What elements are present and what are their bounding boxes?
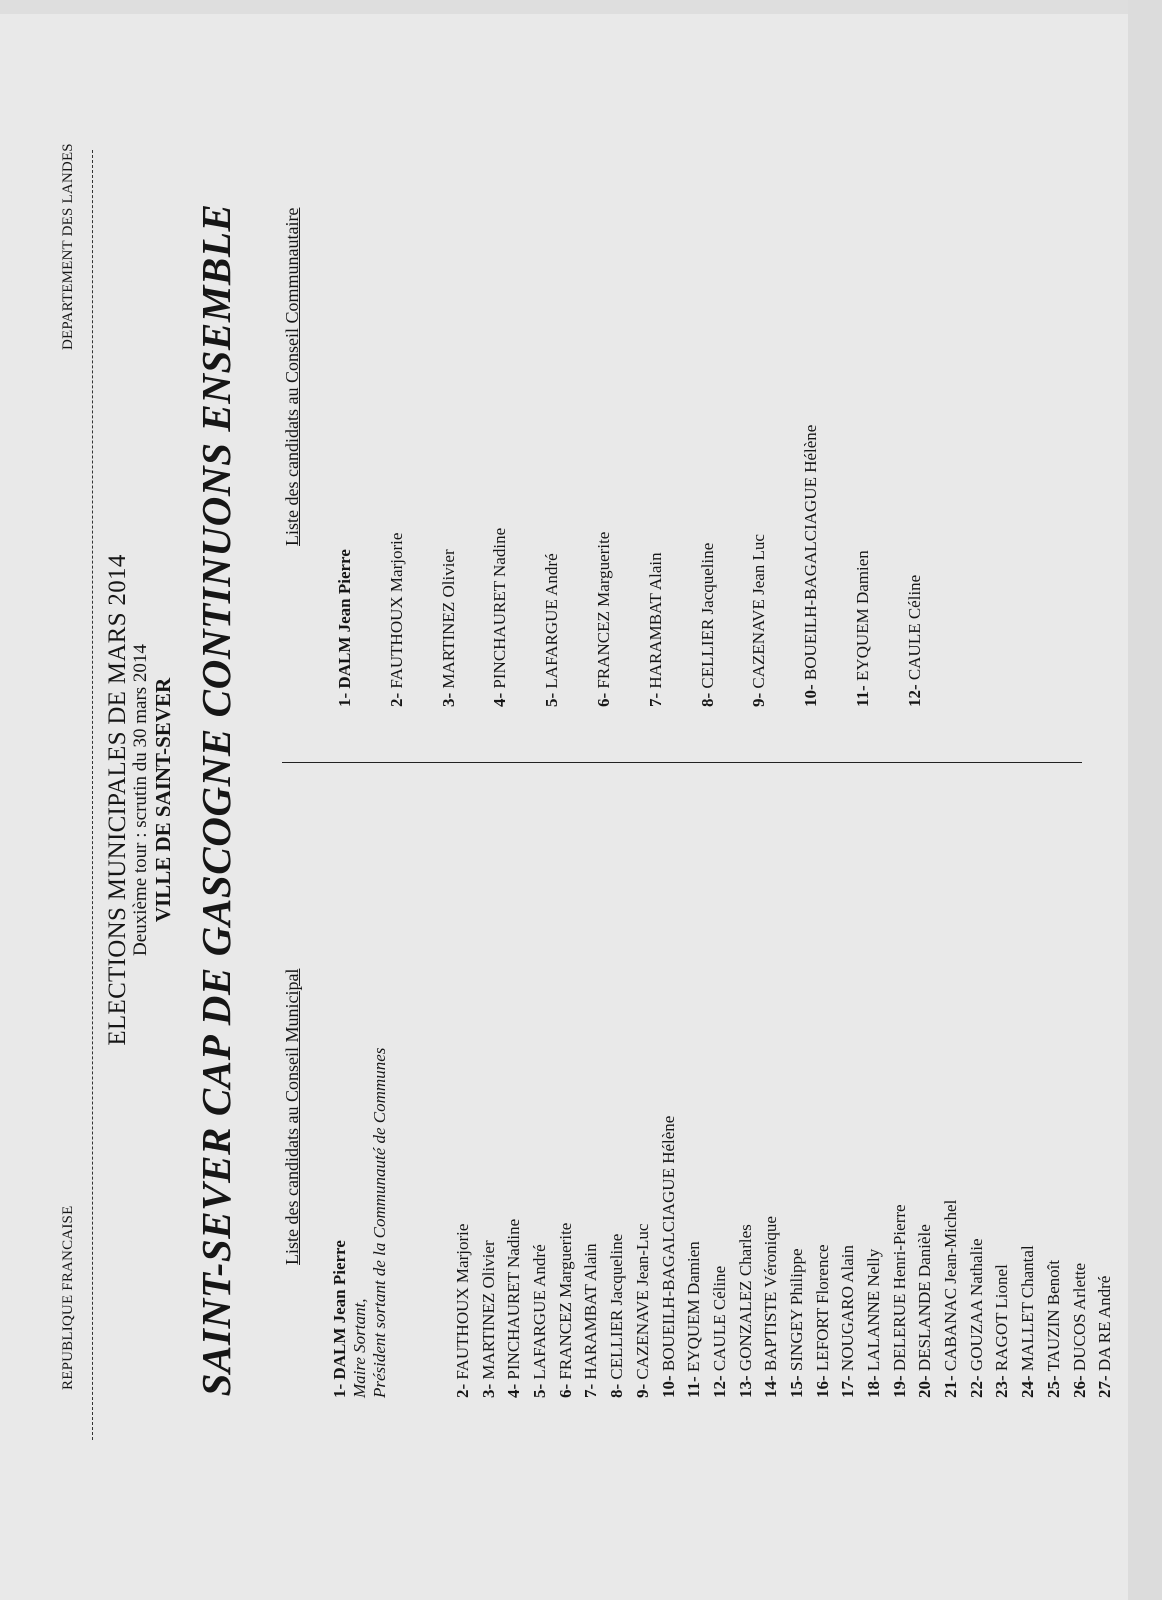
lead-candidate	[330, 1048, 390, 1398]
candidate-number: 14-	[761, 1375, 781, 1398]
town-name: VILLE DE SAINT-SEVER	[150, 677, 175, 923]
candidate-name: MARTINEZ Olivier	[478, 1240, 498, 1380]
candidate-row	[748, 425, 800, 707]
candidate-row	[681, 1116, 707, 1398]
candidate-number: 11-	[684, 1376, 704, 1398]
candidate-row	[912, 1116, 938, 1398]
candidate-row	[476, 1116, 502, 1398]
communautaire-candidate-list	[334, 425, 956, 707]
candidate-number: 12-	[709, 1375, 729, 1398]
candidate-number: 7-	[645, 692, 665, 707]
candidate-number: 6-	[593, 692, 613, 707]
candidate-number: 3-	[438, 692, 458, 707]
candidate-name: LEFORT Florence	[812, 1244, 832, 1372]
candidate-name: HARAMBAT Alain	[645, 552, 665, 689]
candidate-number: 1-	[335, 692, 354, 707]
candidate-name: EYQUEM Damien	[684, 1241, 704, 1373]
scan-top-shadow	[0, 0, 1162, 14]
candidate-number: 5-	[530, 1383, 550, 1398]
candidate-name: BOUEILH-BAGALCIAGUE Hélène	[801, 424, 821, 681]
candidate-row	[697, 425, 749, 707]
list-slogan: SAINT-SEVER CAP DE GASCOGNE CONTINUONS ENSEMBLE	[193, 203, 239, 1397]
candidate-row	[810, 1116, 836, 1398]
candidate-name: TAUZIN Benoît	[1043, 1259, 1063, 1372]
candidate-row	[989, 1116, 1015, 1398]
candidate-name: FAUTHOUX Marjorie	[386, 532, 406, 689]
candidate-name: EYQUEM Damien	[852, 550, 872, 682]
candidate-name: CAULE Céline	[709, 1265, 729, 1372]
candidate-number: 5-	[542, 692, 562, 707]
candidate-number: 9-	[632, 1383, 652, 1398]
candidate-number: 23-	[992, 1375, 1012, 1398]
candidate-row	[1041, 1116, 1067, 1398]
candidate-row	[645, 425, 697, 707]
candidate-name: CAZENAVE Jean-Luc	[632, 1223, 652, 1380]
ballot-page	[20, 50, 1120, 1550]
candidate-row	[656, 1116, 682, 1398]
municipal-candidate-list	[450, 1116, 1118, 1398]
election-title: ELECTIONS MUNICIPALES DE MARS 2014	[104, 554, 131, 1046]
candidate-name: DELERUE Henri-Pierre	[889, 1204, 909, 1372]
scan-right-edge	[1128, 0, 1162, 1600]
candidate-row	[861, 1116, 887, 1398]
candidate-row	[527, 1116, 553, 1398]
candidate-row	[758, 1116, 784, 1398]
candidate-row	[541, 425, 593, 707]
candidate-row	[578, 1116, 604, 1398]
candidate-name: MARTINEZ Olivier	[438, 549, 458, 689]
candidate-number: 18-	[864, 1375, 883, 1398]
candidate-name: HARAMBAT Alain	[581, 1243, 601, 1380]
candidate-row	[964, 1116, 990, 1398]
candidate-name: FRANCEZ Marguerite	[593, 531, 613, 689]
candidate-name: PINCHAURET Nadine	[504, 1218, 524, 1380]
lead-note-mayor: Maire Sortant,	[350, 1298, 369, 1398]
title-block	[104, 50, 174, 1550]
candidate-name: DUCOS Arlette	[1069, 1262, 1089, 1372]
candidate-row	[1067, 1116, 1093, 1398]
candidate-row	[852, 425, 904, 707]
candidate-number: 8-	[607, 1383, 627, 1398]
candidate-name: GONZALEZ Charles	[735, 1224, 755, 1372]
candidate-row	[501, 1116, 527, 1398]
candidate-row	[800, 425, 852, 707]
candidate-number: 24-	[1018, 1375, 1038, 1398]
header-republique: REPUBLIQUE FRANCAISE	[60, 1205, 76, 1390]
candidate-number: 26-	[1069, 1375, 1089, 1398]
candidate-number: 9-	[749, 692, 769, 707]
candidate-row	[733, 1116, 759, 1398]
candidate-name: FAUTHOUX Marjorie	[453, 1223, 472, 1380]
candidate-row	[1092, 1116, 1118, 1398]
candidate-row	[784, 1116, 810, 1398]
candidate-row	[489, 425, 541, 707]
municipal-heading: Liste des candidats au Conseil Municipal	[282, 968, 302, 1265]
candidate-number: 17-	[838, 1375, 858, 1398]
candidate-name: PINCHAURET Nadine	[490, 527, 510, 689]
candidate-number: 10-	[658, 1375, 678, 1398]
candidate-number: 6-	[555, 1383, 575, 1398]
candidate-number: 27-	[1095, 1375, 1115, 1398]
candidate-row	[604, 1116, 630, 1398]
candidate-name: CAZENAVE Jean Luc	[749, 534, 769, 689]
candidate-name: DA RE André	[1095, 1275, 1115, 1372]
candidate-number: 4-	[504, 1383, 524, 1398]
candidate-name: MALLET Chantal	[1018, 1245, 1038, 1372]
candidate-number: 11-	[852, 685, 872, 707]
election-round: Deuxième tour : scrutin du 30 mars 2014	[130, 644, 151, 956]
candidate-name: BAPTISTE Véronique	[761, 1216, 781, 1372]
candidate-row	[593, 425, 645, 707]
header-departement: DEPARTEMENT DES LANDES	[60, 143, 76, 350]
candidate-row	[1015, 1116, 1041, 1398]
candidate-row	[438, 425, 490, 707]
candidate-name: SINGEY Philippe	[786, 1248, 806, 1372]
lead-note-president: Président sortant de la Communauté de Communes	[370, 1047, 389, 1398]
candidate-number: 12-	[904, 684, 924, 707]
candidate-number: 8-	[697, 692, 717, 707]
candidate-number: 4-	[490, 692, 510, 707]
candidate-number: 19-	[889, 1375, 909, 1398]
candidate-row	[904, 425, 956, 707]
candidate-name: NOUGARO Alain	[838, 1244, 858, 1372]
candidate-name: CAULE Céline	[904, 574, 924, 681]
header-dashed-rule	[92, 150, 93, 1440]
candidate-number: 15-	[786, 1375, 806, 1398]
candidate-row	[707, 1116, 733, 1398]
candidate-name: LAFARGUE André	[542, 553, 562, 689]
candidate-name: RAGOT Lionel	[992, 1264, 1012, 1372]
candidate-number: 3-	[478, 1383, 498, 1398]
candidate-number: 25-	[1043, 1375, 1063, 1398]
candidate-name: LAFARGUE André	[530, 1244, 550, 1380]
candidate-row	[334, 425, 386, 707]
candidate-name: CELLIER Jacqueline	[607, 1233, 627, 1380]
candidate-row	[835, 1116, 861, 1398]
communautaire-heading: Liste des candidats au Conseil Communautaire	[282, 207, 302, 546]
candidate-row	[450, 1116, 476, 1398]
candidate-name: LALANNE Nelly	[864, 1248, 883, 1372]
lead-name: DALM Jean Pierre	[330, 1240, 349, 1380]
candidate-name: DESLANDE Danièle	[915, 1224, 935, 1372]
candidate-name: BOUEILH-BAGALCIAGUE Hélène	[658, 1115, 678, 1372]
candidate-number: 13-	[735, 1375, 755, 1398]
candidate-row	[553, 1116, 579, 1398]
candidate-number: 20-	[915, 1375, 935, 1398]
candidate-number: 2-	[453, 1383, 472, 1398]
candidate-number: 7-	[581, 1383, 601, 1398]
candidate-row	[887, 1116, 913, 1398]
candidate-name: FRANCEZ Marguerite	[555, 1222, 575, 1380]
candidate-number: 16-	[812, 1375, 832, 1398]
candidate-number: 22-	[966, 1375, 986, 1398]
candidate-name: GOUZAA Nathalie	[966, 1238, 986, 1372]
candidate-number: 21-	[941, 1375, 961, 1398]
candidate-name: CELLIER Jacqueline	[697, 542, 717, 689]
candidate-name: CABANAC Jean-Michel	[941, 1199, 961, 1372]
candidate-row	[386, 425, 438, 707]
candidate-name: DALM Jean Pierre	[335, 549, 354, 689]
candidate-number: 10-	[801, 684, 821, 707]
candidate-row	[938, 1116, 964, 1398]
candidate-number: 2-	[386, 692, 406, 707]
lead-number: 1-	[330, 1379, 349, 1398]
candidate-row	[630, 1116, 656, 1398]
column-divider	[282, 762, 1082, 763]
